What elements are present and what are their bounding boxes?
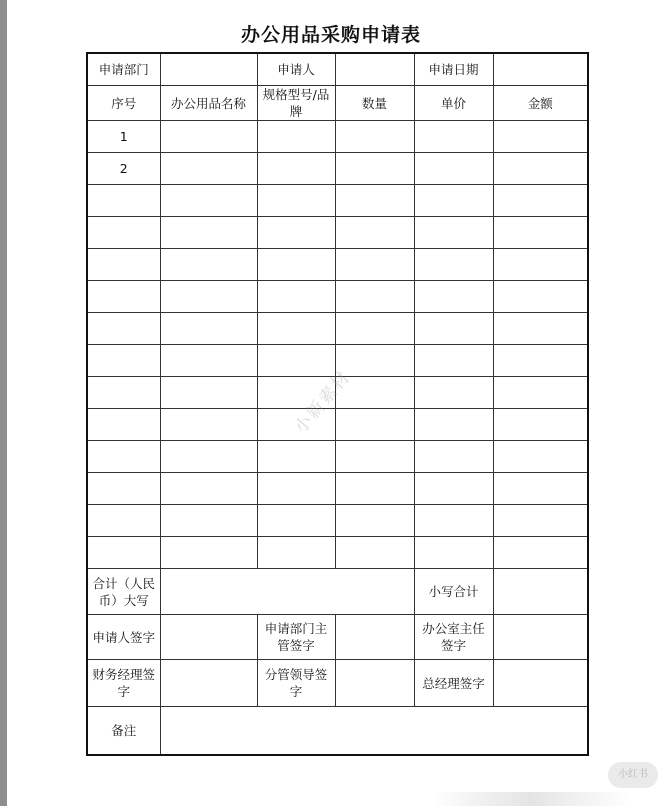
table-row bbox=[87, 441, 588, 473]
item-name-cell[interactable] bbox=[160, 377, 257, 409]
item-qty-cell[interactable] bbox=[335, 153, 414, 185]
finance-manager-sign-cell[interactable] bbox=[160, 660, 257, 707]
item-qty-cell[interactable] bbox=[335, 217, 414, 249]
item-seq-cell bbox=[87, 409, 160, 441]
item-price-cell[interactable] bbox=[414, 377, 493, 409]
item-amount-cell[interactable] bbox=[493, 313, 588, 345]
item-spec-cell[interactable] bbox=[257, 313, 335, 345]
item-spec-cell[interactable] bbox=[257, 505, 335, 537]
item-spec-cell[interactable] bbox=[257, 473, 335, 505]
applicant-label: 申请人 bbox=[257, 53, 335, 86]
gm-sign-label: 总经理签字 bbox=[414, 660, 493, 707]
item-qty-cell[interactable] bbox=[335, 121, 414, 153]
item-seq-cell bbox=[87, 441, 160, 473]
item-seq-cell bbox=[87, 185, 160, 217]
item-price-cell[interactable] bbox=[414, 441, 493, 473]
column-header-seq: 序号 bbox=[87, 86, 160, 121]
office-director-sign-cell[interactable] bbox=[493, 615, 588, 660]
finance-manager-sign-label: 财务经理签字 bbox=[87, 660, 160, 707]
item-qty-cell[interactable] bbox=[335, 313, 414, 345]
column-header-amount: 金额 bbox=[493, 86, 588, 121]
item-seq-cell: 1 bbox=[87, 121, 160, 153]
item-amount-cell[interactable] bbox=[493, 345, 588, 377]
item-seq-cell: 2 bbox=[87, 153, 160, 185]
leader-sign-cell[interactable] bbox=[335, 660, 414, 707]
item-spec-cell[interactable] bbox=[257, 153, 335, 185]
header-row bbox=[87, 53, 588, 86]
item-name-cell[interactable] bbox=[160, 249, 257, 281]
item-price-cell[interactable] bbox=[414, 409, 493, 441]
item-name-cell[interactable] bbox=[160, 313, 257, 345]
item-qty-cell[interactable] bbox=[335, 249, 414, 281]
window-edge bbox=[0, 0, 7, 806]
table-row bbox=[87, 217, 588, 249]
item-price-cell[interactable] bbox=[414, 505, 493, 537]
total-lower-label: 小写合计 bbox=[414, 569, 493, 615]
item-seq-cell bbox=[87, 505, 160, 537]
item-price-cell[interactable] bbox=[414, 537, 493, 569]
item-qty-cell[interactable] bbox=[335, 441, 414, 473]
item-seq-cell bbox=[87, 281, 160, 313]
item-amount-cell[interactable] bbox=[493, 473, 588, 505]
date-value-cell[interactable] bbox=[493, 53, 588, 86]
table-row bbox=[87, 537, 588, 569]
table-row bbox=[87, 409, 588, 441]
applicant-sign-cell[interactable] bbox=[160, 615, 257, 660]
item-spec-cell[interactable] bbox=[257, 441, 335, 473]
item-price-cell[interactable] bbox=[414, 185, 493, 217]
item-name-cell[interactable] bbox=[160, 505, 257, 537]
dept-head-sign-cell[interactable] bbox=[335, 615, 414, 660]
item-price-cell[interactable] bbox=[414, 121, 493, 153]
item-seq-cell bbox=[87, 313, 160, 345]
dept-value-cell[interactable] bbox=[160, 53, 257, 86]
item-price-cell[interactable] bbox=[414, 473, 493, 505]
item-name-cell[interactable] bbox=[160, 537, 257, 569]
total-upper-value-cell[interactable] bbox=[160, 569, 414, 615]
remarks-value-cell[interactable] bbox=[160, 707, 588, 756]
item-amount-cell[interactable] bbox=[493, 441, 588, 473]
item-amount-cell[interactable] bbox=[493, 153, 588, 185]
item-seq-cell bbox=[87, 537, 160, 569]
item-price-cell[interactable] bbox=[414, 249, 493, 281]
signature-row-2 bbox=[87, 660, 588, 707]
column-header-name: 办公用品名称 bbox=[160, 86, 257, 121]
item-spec-cell[interactable] bbox=[257, 217, 335, 249]
applicant-sign-label: 申请人签字 bbox=[87, 615, 160, 660]
item-qty-cell[interactable] bbox=[335, 409, 414, 441]
dept-label: 申请部门 bbox=[87, 53, 160, 86]
table-row bbox=[87, 153, 588, 185]
item-qty-cell[interactable] bbox=[335, 473, 414, 505]
item-qty-cell[interactable] bbox=[335, 505, 414, 537]
item-amount-cell[interactable] bbox=[493, 505, 588, 537]
item-amount-cell[interactable] bbox=[493, 185, 588, 217]
item-name-cell[interactable] bbox=[160, 409, 257, 441]
total-upper-label: 合计（人民币）大写 bbox=[87, 569, 160, 615]
item-spec-cell[interactable] bbox=[257, 185, 335, 217]
table-row bbox=[87, 121, 588, 153]
date-label: 申请日期 bbox=[414, 53, 493, 86]
item-name-cell[interactable] bbox=[160, 153, 257, 185]
purchase-request-form bbox=[86, 52, 589, 756]
table-row bbox=[87, 249, 588, 281]
item-amount-cell[interactable] bbox=[493, 121, 588, 153]
item-qty-cell[interactable] bbox=[335, 537, 414, 569]
item-spec-cell[interactable] bbox=[257, 537, 335, 569]
item-seq-cell bbox=[87, 377, 160, 409]
item-price-cell[interactable] bbox=[414, 217, 493, 249]
item-amount-cell[interactable] bbox=[493, 249, 588, 281]
item-amount-cell[interactable] bbox=[493, 217, 588, 249]
item-amount-cell[interactable] bbox=[493, 377, 588, 409]
item-qty-cell[interactable] bbox=[335, 185, 414, 217]
item-price-cell[interactable] bbox=[414, 345, 493, 377]
item-seq-cell bbox=[87, 473, 160, 505]
item-amount-cell[interactable] bbox=[493, 281, 588, 313]
column-header-row bbox=[87, 86, 588, 121]
item-name-cell[interactable] bbox=[160, 345, 257, 377]
column-header-price: 单价 bbox=[414, 86, 493, 121]
item-price-cell[interactable] bbox=[414, 281, 493, 313]
total-row bbox=[87, 569, 588, 615]
applicant-value-cell[interactable] bbox=[335, 53, 414, 86]
item-price-cell[interactable] bbox=[414, 313, 493, 345]
item-qty-cell[interactable] bbox=[335, 281, 414, 313]
item-name-cell[interactable] bbox=[160, 473, 257, 505]
item-price-cell[interactable] bbox=[414, 153, 493, 185]
table-row bbox=[87, 281, 588, 313]
item-name-cell[interactable] bbox=[160, 441, 257, 473]
gm-sign-cell[interactable] bbox=[493, 660, 588, 707]
table-row bbox=[87, 185, 588, 217]
item-spec-cell[interactable] bbox=[257, 249, 335, 281]
item-amount-cell[interactable] bbox=[493, 537, 588, 569]
bottom-blurred-text bbox=[430, 792, 630, 806]
watermark-text: 小新素材 bbox=[290, 366, 356, 438]
form-title: 办公用品采购申请表 bbox=[240, 24, 421, 46]
item-seq-cell bbox=[87, 217, 160, 249]
table-row bbox=[87, 473, 588, 505]
item-seq-cell bbox=[87, 345, 160, 377]
column-header-qty: 数量 bbox=[335, 86, 414, 121]
office-director-sign-label: 办公室主任签字 bbox=[414, 615, 493, 660]
item-spec-cell[interactable] bbox=[257, 281, 335, 313]
remarks-row bbox=[87, 707, 588, 756]
item-spec-cell[interactable] bbox=[257, 345, 335, 377]
total-lower-value-cell[interactable] bbox=[493, 569, 588, 615]
item-amount-cell[interactable] bbox=[493, 409, 588, 441]
item-name-cell[interactable] bbox=[160, 281, 257, 313]
table-row bbox=[87, 313, 588, 345]
item-spec-cell[interactable] bbox=[257, 121, 335, 153]
leader-sign-label: 分管领导签字 bbox=[257, 660, 335, 707]
dept-head-sign-label: 申请部门主管签字 bbox=[257, 615, 335, 660]
table-row bbox=[87, 505, 588, 537]
signature-row-1 bbox=[87, 615, 588, 660]
remarks-label: 备注 bbox=[87, 707, 160, 756]
item-name-cell[interactable] bbox=[160, 121, 257, 153]
corner-logo: 小红书 bbox=[608, 762, 658, 788]
column-header-spec: 规格型号/品牌 bbox=[257, 86, 335, 121]
item-name-cell[interactable] bbox=[160, 185, 257, 217]
item-seq-cell bbox=[87, 249, 160, 281]
item-name-cell[interactable] bbox=[160, 217, 257, 249]
